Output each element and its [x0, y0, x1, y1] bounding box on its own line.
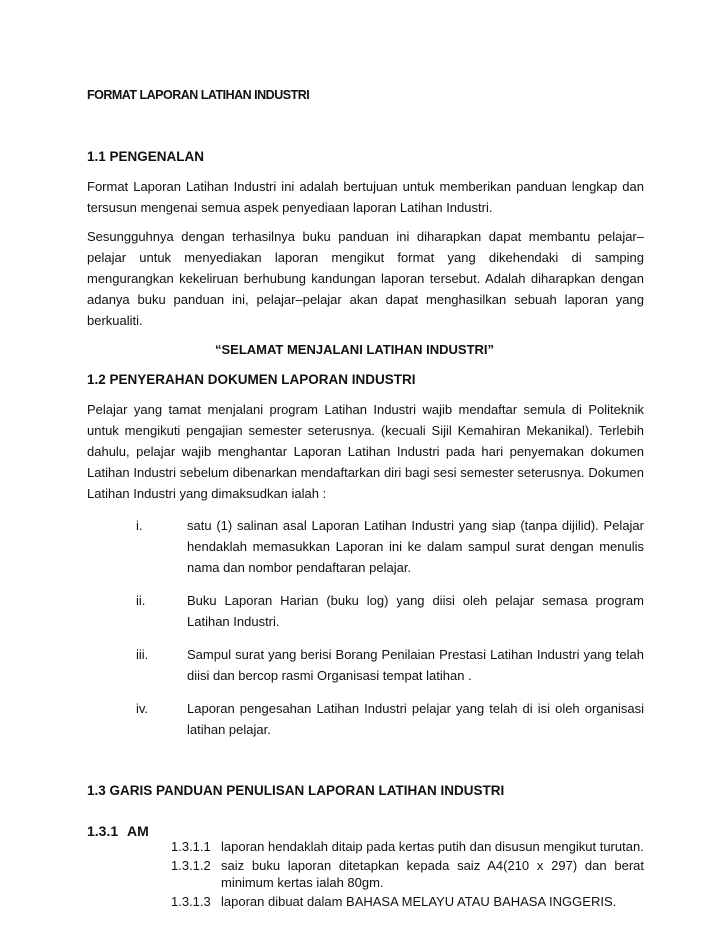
- section-heading-penyerahan: 1.2 PENYERAHAN DOKUMEN LAPORAN INDUSTRI: [87, 372, 416, 387]
- list-item-text: satu (1) salinan asal Laporan Latihan Industri yang siap (tanpa dijilid). Pelajar hendaklah memasukkan Laporan ini ke dalam sampul surat dengan menulis nama dan nombor pendaftaran pelajar.: [187, 518, 644, 575]
- paragraph: Format Laporan Latihan Industri ini adalah bertujuan untuk memberikan panduan lengkap dan tersusun mengenai semua aspek penyediaan laporan Latihan Industri.: [87, 179, 644, 215]
- list-item: [87, 590, 644, 632]
- list-item-text: Laporan pengesahan Latihan Industri pelajar yang telah di isi oleh organisasi latihan pelajar.: [187, 701, 644, 737]
- list-item-number: 1.3.1.3: [171, 894, 211, 909]
- list-item-text: Sampul surat yang berisi Borang Penilaian Prestasi Latihan Industri yang telah diisi dan bercop rasmi Organisasi tempat latihan .: [187, 647, 644, 683]
- list-item-text: saiz buku laporan ditetapkan kepada saiz A4(210 x 297) dan berat minimum kertas ialah 80gm.: [221, 858, 644, 890]
- list-item: [87, 838, 644, 855]
- document-list: [87, 515, 644, 740]
- list-item: [87, 698, 644, 740]
- slogan: “SELAMAT MENJALANI LATIHAN INDUSTRI”: [215, 342, 495, 357]
- section-heading-pengenalan: 1.1 PENGENALAN: [87, 149, 205, 164]
- list-item-number: ii.: [136, 593, 146, 608]
- list-item-number: 1.3.1.1: [171, 839, 211, 854]
- list-item: [87, 857, 644, 891]
- list-item-number: 1.3.1.2: [171, 858, 211, 873]
- subsection-label: AM: [127, 823, 149, 839]
- list-item-number: iii.: [136, 647, 149, 662]
- section-heading-garis-panduan: 1.3 GARIS PANDUAN PENULISAN LAPORAN LATIHAN INDUSTRI: [87, 783, 505, 798]
- paragraph: Sesungguhnya dengan terhasilnya buku panduan ini diharapkan dapat membantu pelajar–pelajar untuk menyediakan laporan mengikut format yang dikehendaki di samping mengurangkan kekeliruan berhubung kandungan laporan tersebut. Adalah diharapkan dengan adanya buku panduan ini, pelajar–pelajar akan dapat menghasilkan sebuah laporan yang berkualiti.: [87, 229, 644, 328]
- document-title: FORMAT LAPORAN LATIHAN INDUSTRI: [87, 88, 310, 102]
- list-item: [87, 644, 644, 686]
- list-item-text: Buku Laporan Harian (buku log) yang diisi oleh pelajar semasa program Latihan Industri.: [187, 593, 644, 629]
- list-item: [87, 893, 644, 910]
- paragraph: Pelajar yang tamat menjalani program Latihan Industri wajib mendaftar semula di Politeknik untuk mengikuti pengajian semester seterusnya. (kecuali Sijil Kemahiran Mekanikal). Terlebih dahulu, pelajar wajib menghantar Laporan Latihan Industri pada hari penyemakan dokumen Latihan Industri sebelum dibenarkan mendaftarkan diri bagi sesi semester seterusnya. Dokumen Latihan Industri yang dimaksudkan ialah :: [87, 402, 644, 501]
- list-item-text: laporan hendaklah ditaip pada kertas putih dan disusun mengikut turutan.: [221, 839, 644, 854]
- guideline-list: [87, 838, 644, 910]
- list-item-number: i.: [136, 518, 143, 533]
- subsection-number: 1.3.1: [87, 823, 119, 839]
- spacer: [87, 752, 644, 780]
- list-item-number: iv.: [136, 701, 149, 716]
- list-item-text: laporan dibuat dalam BAHASA MELAYU ATAU BAHASA INGGERIS.: [221, 894, 617, 909]
- list-item: [87, 515, 644, 578]
